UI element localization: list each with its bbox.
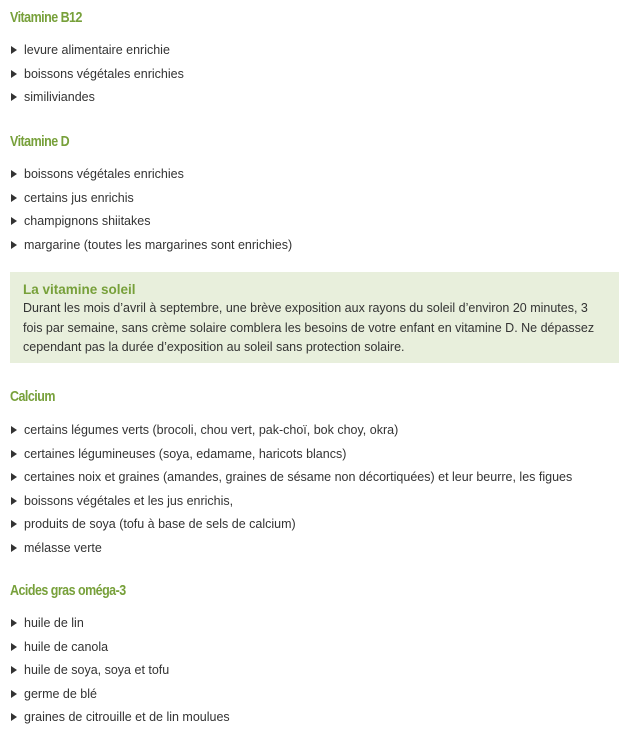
list-item-text: mélasse verte [24, 540, 102, 555]
list-item-text: boissons végétales enrichies [24, 66, 184, 81]
triangle-bullet-icon [11, 666, 17, 674]
list-calcium [10, 419, 572, 560]
section-title-calcium: Calcium [10, 389, 55, 405]
list-item-text: boissons végétales enrichies [24, 167, 184, 181]
list-item [10, 443, 572, 467]
list-omega-3 [10, 612, 230, 730]
list-item-text: champignons shiitakes [24, 214, 151, 228]
list-item-text: certains légumes verts (brocoli, chou vert, pak-choï, bok choy, okra) [24, 423, 399, 437]
list-item [10, 187, 292, 211]
triangle-bullet-icon [11, 497, 17, 505]
triangle-bullet-icon [11, 194, 17, 202]
triangle-bullet-icon [11, 690, 17, 698]
list-item [10, 39, 184, 63]
list-item-text: similiviandes [24, 90, 95, 104]
list-item [10, 234, 292, 258]
triangle-bullet-icon [11, 643, 17, 651]
triangle-bullet-icon [11, 713, 17, 721]
section-title-vitamin-b12: Vitamine B12 [10, 10, 82, 26]
list-item-text: graines de citrouille et de lin moulues [24, 710, 230, 724]
list-item [10, 706, 230, 730]
list-item [10, 86, 184, 110]
list-vitamin-b12 [10, 39, 184, 110]
list-item [10, 210, 292, 234]
triangle-bullet-icon [11, 46, 17, 54]
list-item [10, 419, 572, 443]
list-item-text: germe de blé [24, 686, 97, 701]
callout-title: La vitamine soleil [23, 282, 136, 297]
triangle-bullet-icon [11, 217, 17, 225]
triangle-bullet-icon [11, 544, 17, 552]
list-item [10, 163, 292, 187]
triangle-bullet-icon [11, 450, 17, 458]
triangle-bullet-icon [11, 520, 17, 528]
callout-box [10, 272, 619, 363]
list-item [10, 513, 572, 537]
list-item [10, 63, 184, 87]
triangle-bullet-icon [11, 473, 17, 481]
triangle-bullet-icon [11, 70, 17, 78]
triangle-bullet-icon [11, 93, 17, 101]
triangle-bullet-icon [11, 426, 17, 434]
list-item-text: margarine (toutes les margarines sont enrichies) [24, 237, 293, 252]
list-item-text: certaines noix et graines (amandes, graines de sésame non décortiquées) et leur beurre, les figues [24, 470, 573, 484]
list-item-text: certaines légumineuses (soya, edamame, haricots blancs) [24, 446, 347, 461]
list-item [10, 659, 230, 683]
list-item-text: levure alimentaire enrichie [24, 43, 170, 57]
list-item [10, 636, 230, 660]
list-item [10, 612, 230, 636]
list-item-text: huile de soya, soya et tofu [24, 663, 170, 677]
triangle-bullet-icon [11, 619, 17, 627]
callout-text: Durant les mois d’avril à septembre, une brève exposition aux rayons du soleil d’environ 20 minutes, 3 fois par semaine, sans crème solaire comblera les besoins de votre enfant en vitamine D. Ne dépassez cependant pas la durée d’exposition au soleil sans protection solaire. [23, 301, 595, 354]
section-title-omega-3: Acides gras oméga-3 [10, 583, 126, 599]
list-item-text: huile de lin [24, 616, 84, 630]
list-item-text: produits de soya (tofu à base de sels de calcium) [24, 517, 296, 531]
list-item [10, 537, 572, 561]
list-item [10, 466, 572, 490]
triangle-bullet-icon [11, 241, 17, 249]
list-item-text: huile de canola [24, 639, 109, 654]
list-item-text: boissons végétales et les jus enrichis, [24, 493, 234, 508]
list-item [10, 490, 572, 514]
section-title-vitamin-d: Vitamine D [10, 134, 70, 150]
triangle-bullet-icon [11, 170, 17, 178]
list-item [10, 683, 230, 707]
list-vitamin-d [10, 163, 292, 257]
list-item-text: certains jus enrichis [24, 190, 134, 205]
